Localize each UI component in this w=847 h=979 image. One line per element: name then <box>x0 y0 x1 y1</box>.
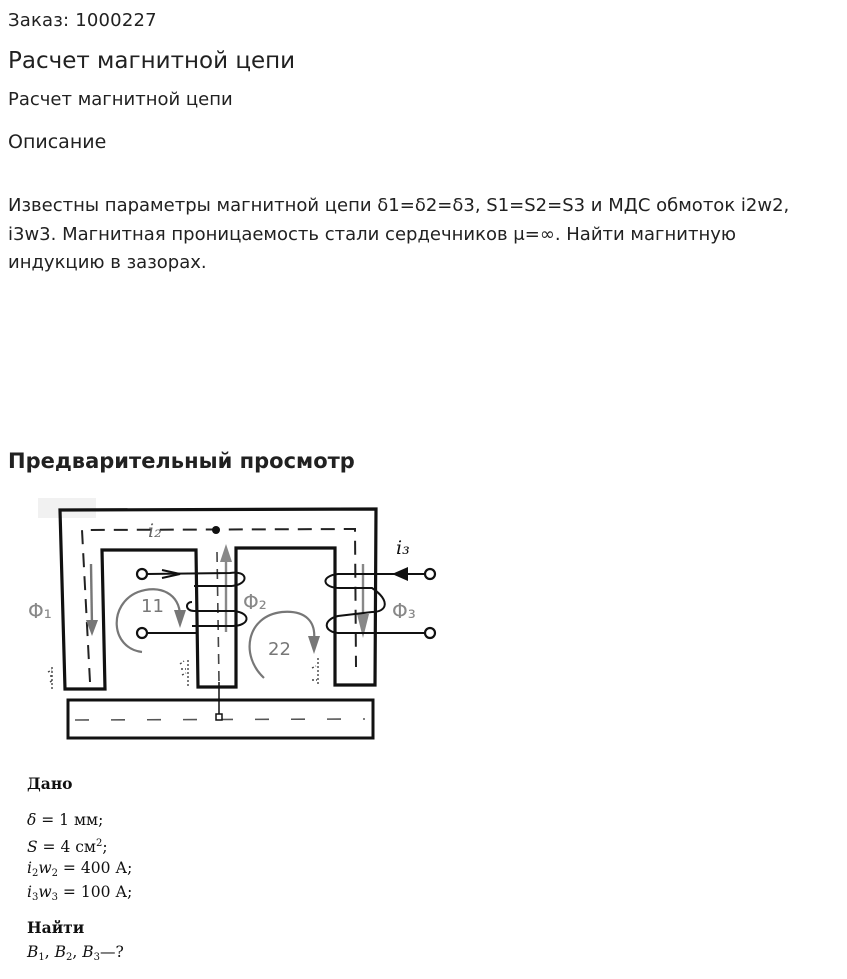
label-phi1: Φ₁ <box>28 599 52 623</box>
label-loop22: 22 <box>268 639 291 660</box>
area-end: ; <box>102 838 108 856</box>
area-value: = 4 см <box>37 838 96 856</box>
preview-heading: Предварительный просмотр <box>8 449 355 473</box>
label-phi3: Φ₃ <box>392 599 416 623</box>
description-heading: Описание <box>8 131 107 153</box>
page-title: Расчет магнитной цепи <box>8 48 296 74</box>
order-number: Заказ: 1000227 <box>8 10 157 31</box>
label-i3: i₃ <box>396 537 410 559</box>
magnetic-circuit-figure <box>20 492 450 752</box>
given-i2w2: $i_2w_2 = 400$ А; <box>27 859 133 879</box>
gap-mark-left <box>48 667 54 689</box>
given-heading: Дано <box>27 774 73 793</box>
phi2-arrowhead <box>220 544 232 562</box>
left-terminal-top <box>137 569 147 579</box>
loop22-arrowhead <box>308 636 320 654</box>
given-area <box>27 832 132 856</box>
top-node <box>212 526 220 534</box>
phi3-arrowhead <box>357 614 369 638</box>
right-terminal-bottom <box>425 628 435 638</box>
i3w3-value: = 100 А; <box>58 883 133 901</box>
label-i2: i₂ <box>148 520 162 542</box>
find-expression: $B_1$, $B_2$, $B_3—$? <box>27 943 124 963</box>
figure-smudge <box>38 498 96 518</box>
left-terminal-bottom <box>137 628 147 638</box>
loop11-arrowhead <box>174 610 186 628</box>
gap-mark-center <box>180 660 188 688</box>
i2w2-value: = 400 А; <box>58 859 133 877</box>
given-block <box>27 772 132 964</box>
center-dashed-path <box>217 552 219 682</box>
area-symbol: S <box>27 838 38 856</box>
delta-value: = 1 мм; <box>36 811 104 829</box>
page-subtitle: Расчет магнитной цепи <box>8 89 233 110</box>
bottom-node <box>216 714 222 720</box>
right-terminal-top <box>425 569 435 579</box>
description-text: Известны параметры магнитной цепи δ1=δ2=δ3, S1=S2=S3 и МДС обмоток i2w2, i3w3. Магнитная проницаемость стали сердечников μ=∞. Найти магнитную индукцию в зазорах. <box>8 195 790 273</box>
gap-mark-right <box>312 658 318 684</box>
delta-symbol: δ <box>27 811 37 829</box>
phi1-arrow-line <box>91 564 92 627</box>
given-i3w3: $i_3w_3 = 100$ А; <box>27 883 133 903</box>
area-exponent: 2 <box>96 838 103 849</box>
find-heading: Найти <box>27 918 85 937</box>
label-phi2: Φ₂ <box>243 590 267 614</box>
find-tail: —? <box>100 943 124 961</box>
label-loop11: 11 <box>141 596 164 617</box>
given-delta <box>27 808 132 832</box>
